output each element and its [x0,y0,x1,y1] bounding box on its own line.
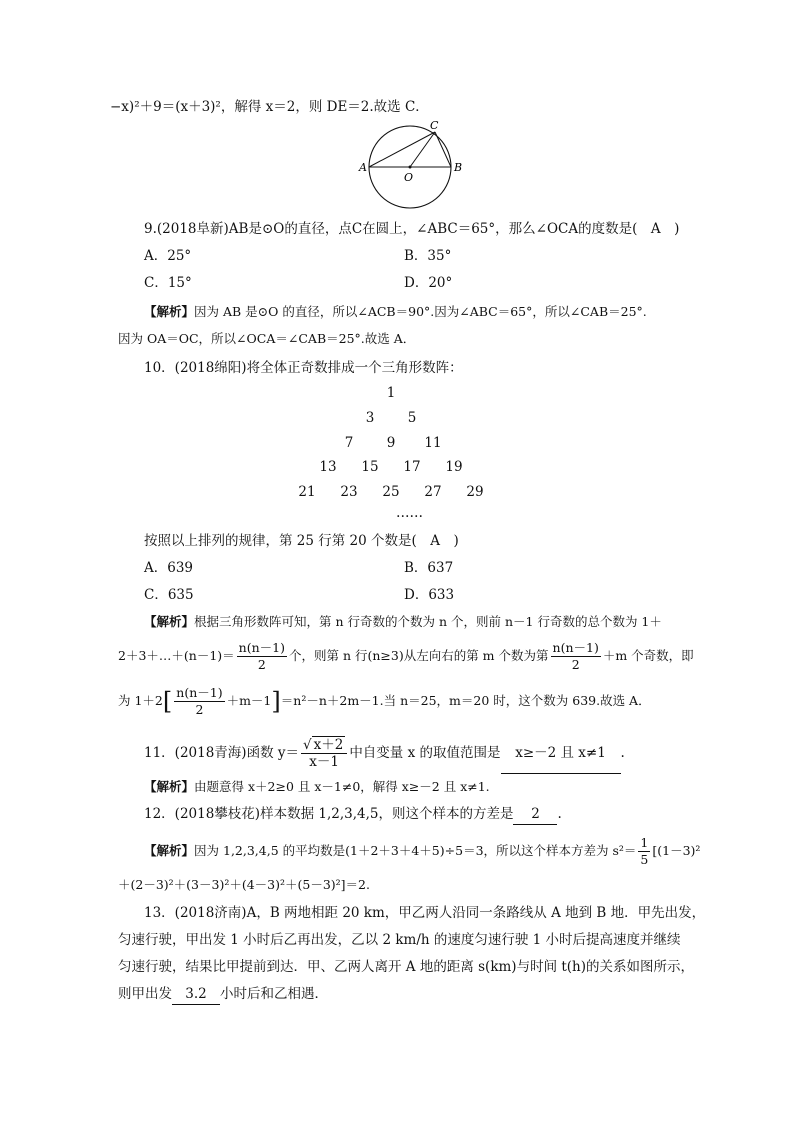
q12-a1a: 因为 1,2,3,4,5 的平均数是(1＋2＋3＋4＋5)÷5＝3，所以这个样本方差为 s²＝ [194,843,637,858]
label-o: O [404,171,414,184]
triangle-number: 23 [340,484,358,500]
fraction: $\frac{n(n-1)}{2}$ [238,640,285,672]
triangle-number: 1 [386,385,396,401]
label-c: C [430,119,439,132]
triangle-number: 3 [365,410,375,426]
q13-line4 [118,984,328,1005]
q9-option-b: B．35° [404,248,452,264]
triangle-number: 29 [466,484,484,500]
triangle-number: 15 [361,459,379,475]
q13-l4b: 小时后和乙相遇． [220,986,328,1002]
q10-stem: 10．(2018绵阳)将全体正奇数排成一个三角形数阵： [144,360,463,376]
analysis-tag: 【解析】 [144,779,195,794]
q13-answer-blank: 3.2 [172,984,220,1005]
q9-stem: 9.(2018阜新)AB是⊙O的直径，点C在圆上，∠ABC＝65°，那么∠OCA的度数是( A ) [144,221,680,237]
q9-analysis-line1 [144,302,647,322]
triangle-number: 13 [319,459,337,475]
q9-analysis-text1: 因为 AB 是⊙O 的直径，所以∠ACB＝90°.因为∠ABC＝65°，所以∠CAB＝25°. [194,304,647,319]
q10-option-c: C．635 [144,587,194,603]
circle-figure [355,118,470,210]
q10-analysis-text1: 根据三角形数阵可知，第 n 行奇数的个数为 n 个，则前 n－1 行奇数的总个数为 1＋ [194,614,662,629]
analysis-tag: 【解析】 [144,304,195,319]
q11-analysis [144,777,490,797]
triangle-number: 5 [407,410,417,426]
q9-option-a: A．25° [144,248,192,264]
q10-option-b: B．637 [404,560,454,576]
q12-stem: 12．(2018攀枝花)样本数据 1,2,3,4,5，则这个样本的方差是 2 . [144,804,562,825]
q9-option-d: D．20° [404,275,453,291]
triangle-dots: …… [396,505,423,521]
q10-analysis-line1 [144,612,662,632]
q10-option-d: D．633 [404,587,455,603]
triangle-number: 27 [424,484,442,500]
triangle-number: 7 [344,435,354,451]
q11-pre: 11．(2018青海)函数 y＝ [144,745,299,761]
q10-option-a: A．639 [144,560,194,576]
triangle-number: 19 [445,459,463,475]
q10-analysis-line3: 为 1＋2[ $\frac{n(n-1)}{2}$ ＋m－1]＝n²－n＋2m－1.当 n＝25，m＝20 时，这个数为 639.故选 A． [118,685,651,717]
top-line: −x)²＋9＝(x＋3)²，解得 x＝2，则 DE＝2.故选 C． [110,99,429,115]
label-a: A [359,161,367,174]
triangle-number: 9 [386,435,396,451]
q11-analysis-text: 由题意得 x＋2≥0 且 x－1≠0，解得 x≥－2 且 x≠1. [194,779,490,794]
function-fraction: $\frac{√ x+2}{x-1}$ [301,737,347,770]
q13-line2: 匀速行驶，甲出发 1 小时后乙再出发，乙以 2 km/h 的速度匀速行驶 1 小时后提高速度并继续 [118,932,681,948]
triangle-number: 25 [382,484,400,500]
triangle-number: 11 [424,435,442,451]
q10-question: 按照以上排列的规律，第 25 行第 20 个数是( A ) [144,533,459,549]
triangle-number: 21 [298,484,316,500]
fraction: $\frac{n(n-1)}{2}$ [552,640,599,672]
q10-l3a: 为 1＋2 [118,693,163,708]
q10-l2c: ＋m 个奇数，即 [602,648,694,663]
q9-option-c: C．15° [144,275,192,291]
q12-a1b: [(1－3)² [652,843,701,858]
q10-l2b: 个，则第 n 行(n≥3)从左向右的第 m 个数为第 [288,648,549,663]
q9-analysis-line2: 因为 OA＝OC，所以∠OCA＝∠CAB＝25°.故选 A． [118,331,416,346]
fraction: $\frac{n(n-1)}{2}$ [176,685,223,717]
fraction: $\frac{1}{5}$ [640,835,649,867]
q10-analysis-line2 [118,637,694,675]
q12-analysis-line2: ＋(2－3)²＋(3－3)²＋(4－3)²＋(5－3)²]＝2. [118,877,370,892]
analysis-tag: 【解析】 [144,843,195,858]
q10-l3c: ＝n²－n＋2m－1.当 n＝25，m＝20 时，这个数为 639.故选 A． [280,693,651,708]
q13-line3: 匀速行驶，结果比甲提前到达．甲、乙两人离开 A 地的距离 s(km)与时间 t(h)的关系如图所示， [118,959,695,975]
q12-analysis-line1 [144,832,700,870]
q11-stem: 11．(2018青海)函数 y＝ $\frac{√ x+2}{x-1}$ 中自变量 x 的取值范围是 x≥－2 且 x≠1 . [144,733,625,774]
triangle-number: 17 [403,459,421,475]
q11-answer-blank: x≥－2 且 x≠1 [501,733,621,774]
q12-answer-blank: 2 [513,804,557,825]
q13-l4a: 则甲出发 [118,986,172,1002]
q12-stem-text: 12．(2018攀枝花)样本数据 1,2,3,4,5，则这个样本的方差是 [144,806,514,822]
q10-l3b: ＋m－1 [226,693,272,708]
analysis-tag: 【解析】 [144,614,195,629]
q10-l2a: 2＋3＋…＋(n－1)＝ [118,648,235,663]
label-b: B [454,161,463,174]
q11-post: 中自变量 x 的取值范围是 [349,745,501,761]
q13-line1: 13．(2018济南)A，B 两地相距 20 km，甲乙两人沿同一条路线从 A 地到 B 地．甲先出发， [144,905,706,921]
